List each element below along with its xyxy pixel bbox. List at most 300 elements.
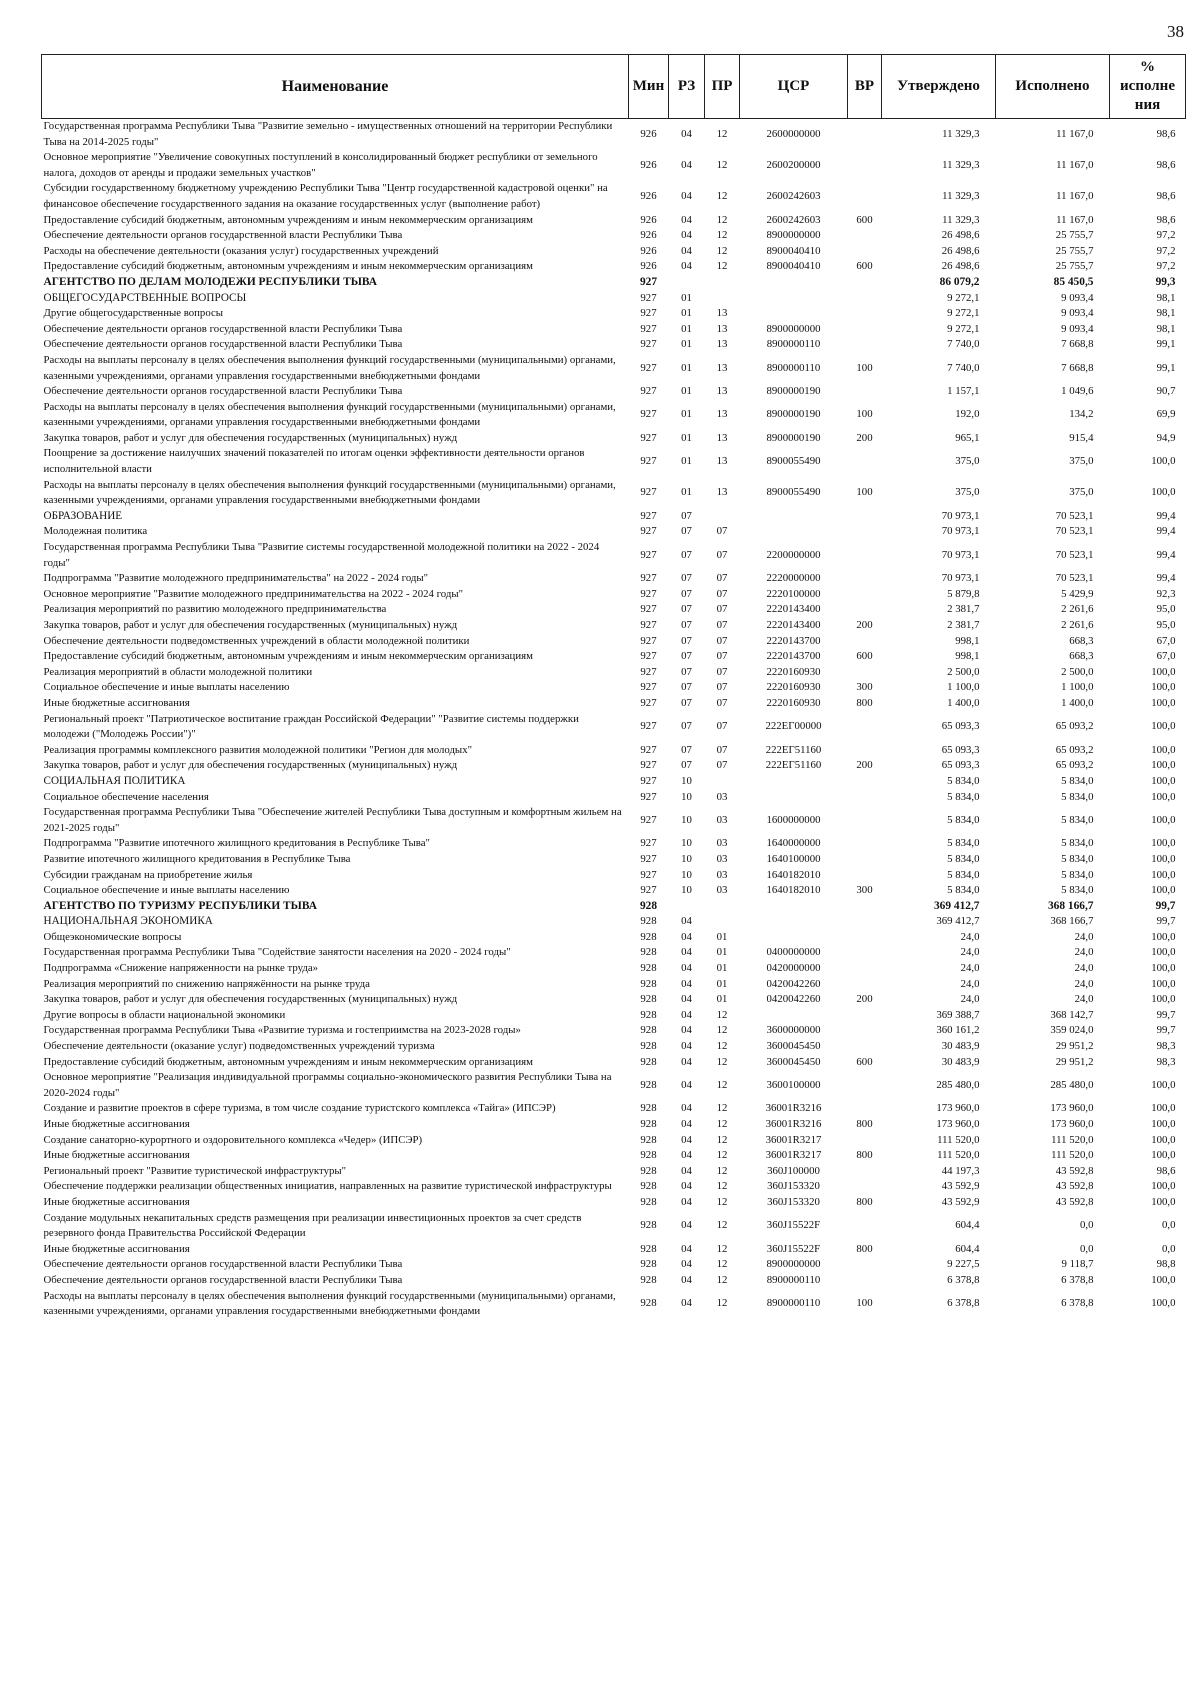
table-row	[42, 1164, 1186, 1180]
row-approved: 30 483,9	[941, 1055, 980, 1068]
row-name: Реализация программы комплексного развития молодежной политики "Регион для молодых"	[43, 743, 472, 756]
row-csr	[740, 790, 848, 806]
table-row	[42, 1055, 1186, 1071]
row-min: 927	[640, 852, 657, 865]
row-name: Расходы на выплаты персоналу в целях обеспечения выполнения функций государственными (муниципальными) органами, казенными учреждениями, органами управления государственными внебюджетными фондами	[43, 400, 616, 429]
row-executed: 5 834,0	[1061, 813, 1094, 826]
row-name: Развитие ипотечного жилищного кредитования в Республике Тыва	[43, 852, 351, 865]
row-vr: 100	[856, 408, 873, 421]
row-approved: 5 834,0	[947, 813, 980, 826]
row-pr: 12	[716, 1297, 728, 1310]
row-name: Государственная программа Республики Тыва "Развитие земельно - имущественных отношений на территории Республики Тыва на 2014-2025 годы"	[43, 120, 613, 148]
row-csr: 8900000110	[766, 1297, 821, 1310]
row-vr: 800	[856, 1149, 873, 1162]
row-min: 927	[640, 338, 657, 351]
row-name: СОЦИАЛЬНАЯ ПОЛИТИКА	[43, 774, 186, 787]
row-csr: 360J15522F	[766, 1219, 821, 1232]
row-min: 927	[640, 603, 657, 616]
row-min: 928	[640, 977, 657, 990]
row-approved: 369 388,7	[936, 1008, 980, 1021]
row-percent: 98,6	[1156, 158, 1176, 171]
row-rz: 04	[681, 946, 692, 959]
row-min: 927	[640, 431, 657, 444]
row-csr: 222ЕГ51160	[765, 759, 822, 772]
row-min: 928	[640, 1118, 657, 1130]
row-vr	[848, 291, 882, 307]
row-vr	[848, 446, 882, 477]
row-rz: 07	[681, 548, 692, 561]
row-rz	[669, 899, 705, 915]
row-csr: 1640100000	[766, 852, 821, 865]
row-min: 928	[640, 1164, 657, 1177]
row-min: 927	[640, 322, 657, 335]
row-executed: 25 755,7	[1055, 244, 1094, 257]
row-approved: 65 093,3	[941, 759, 980, 772]
row-min: 927	[640, 587, 657, 600]
row-name: НАЦИОНАЛЬНАЯ ЭКОНОМИКА	[43, 915, 213, 928]
row-min: 928	[640, 1008, 657, 1021]
row-approved: 11 329,3	[942, 213, 980, 226]
table-row	[42, 1289, 1186, 1320]
row-percent: 0,0	[1162, 1242, 1176, 1255]
row-pr: 07	[716, 681, 728, 694]
row-executed: 111 520,0	[1051, 1149, 1094, 1162]
row-executed: 70 523,1	[1055, 525, 1094, 538]
row-min: 927	[640, 743, 657, 756]
row-csr: 8900000190	[766, 385, 821, 398]
row-min: 928	[640, 962, 657, 975]
row-name: Общеэкономические вопросы	[43, 930, 182, 943]
row-csr	[740, 275, 848, 291]
row-csr: 8900055490	[766, 455, 821, 468]
row-percent: 67,0	[1156, 634, 1176, 647]
row-percent: 99,4	[1156, 572, 1176, 585]
row-executed: 5 834,0	[1061, 790, 1094, 803]
row-approved: 30 483,9	[941, 1040, 980, 1053]
row-approved: 5 834,0	[947, 790, 980, 803]
row-rz: 01	[681, 338, 692, 351]
row-vr	[848, 306, 882, 322]
row-name: Закупка товаров, работ и услуг для обеспечения государственных (муниципальных) нужд	[43, 759, 458, 772]
row-rz: 01	[681, 408, 692, 421]
row-csr: 3600100000	[766, 1079, 821, 1092]
row-approved: 26 498,6	[941, 244, 980, 257]
table-row	[42, 244, 1186, 260]
row-pr: 12	[716, 1024, 728, 1037]
row-csr: 8900040410	[766, 244, 821, 257]
row-csr	[740, 774, 848, 790]
row-min: 928	[640, 1297, 657, 1310]
row-percent: 100,0	[1151, 946, 1176, 959]
row-vr	[848, 868, 882, 884]
row-csr: 2220143700	[766, 650, 821, 663]
row-approved: 86 079,2	[939, 275, 980, 288]
table-row	[42, 836, 1186, 852]
row-pr: 12	[716, 1055, 728, 1068]
row-vr	[848, 1008, 882, 1024]
table-row	[42, 353, 1186, 384]
row-vr	[848, 571, 882, 587]
row-executed: 85 450,5	[1053, 275, 1094, 288]
row-csr: 8900040410	[766, 260, 821, 273]
row-rz: 04	[681, 1040, 692, 1053]
row-min: 928	[640, 1242, 657, 1255]
row-vr	[848, 712, 882, 743]
row-vr: 200	[856, 759, 873, 772]
row-name: Основное мероприятие "Развитие молодежного предпринимательства на 2022 - 2024 годы"	[43, 587, 464, 600]
row-approved: 11 329,3	[942, 127, 980, 140]
row-executed: 368 142,7	[1050, 1008, 1094, 1021]
row-rz: 07	[681, 720, 692, 733]
row-approved: 2 381,7	[947, 619, 980, 631]
row-rz: 01	[681, 361, 692, 374]
row-rz: 07	[681, 681, 692, 694]
row-name: Подпрограмма "Развитие ипотечного жилищного кредитования в Республике Тыва"	[43, 837, 430, 850]
row-executed: 368 166,7	[1050, 915, 1094, 928]
row-name: Предоставление субсидий бюджетным, автономным учреждениям и иным некоммерческим организациям	[43, 650, 533, 663]
row-percent: 100,0	[1151, 696, 1176, 709]
row-csr: 3600000000	[766, 1024, 821, 1037]
row-percent: 100,0	[1151, 759, 1176, 772]
row-pr: 07	[716, 759, 728, 772]
row-min: 927	[640, 385, 657, 398]
row-vr	[848, 602, 882, 618]
table-row	[42, 899, 1186, 915]
row-approved: 998,1	[955, 634, 980, 647]
row-csr: 2220143400	[766, 603, 821, 616]
row-approved: 360 161,2	[936, 1024, 980, 1037]
table-row	[42, 805, 1186, 836]
row-pr: 03	[716, 868, 728, 881]
row-vr	[848, 150, 882, 181]
row-rz: 04	[681, 1133, 692, 1146]
row-rz: 01	[681, 307, 692, 320]
row-approved: 375,0	[955, 455, 980, 468]
row-csr: 8900000110	[766, 338, 821, 351]
row-pr: 01	[716, 977, 728, 990]
row-name: Создание модульных некапитальных средств размещения при реализации инвестиционных проектов за счет средств резервного фонда Правительства Российской Федерации	[43, 1211, 582, 1240]
row-pr: 07	[716, 720, 728, 733]
row-rz: 07	[681, 650, 692, 663]
table-row	[42, 1101, 1186, 1117]
row-name: Обеспечение деятельности (оказание услуг) подведомственных учреждений туризма	[43, 1040, 435, 1053]
table-row	[42, 977, 1186, 993]
row-approved: 173 960,0	[936, 1102, 980, 1115]
row-csr: 36001R3216	[765, 1102, 822, 1115]
row-percent: 97,2	[1156, 260, 1176, 273]
row-vr: 200	[856, 431, 873, 444]
row-percent: 99,7	[1156, 915, 1176, 928]
table-row	[42, 868, 1186, 884]
row-pr	[705, 899, 740, 915]
row-min: 927	[640, 790, 657, 803]
row-rz: 07	[681, 665, 692, 678]
row-percent: 98,3	[1156, 1055, 1176, 1068]
row-rz: 07	[681, 743, 692, 756]
row-percent: 99,7	[1156, 1008, 1176, 1021]
row-vr	[848, 322, 882, 338]
row-csr: 2220100000	[766, 587, 821, 600]
row-percent: 99,4	[1156, 509, 1176, 522]
row-min: 927	[640, 681, 657, 694]
row-percent: 100,0	[1151, 868, 1176, 881]
row-min: 927	[639, 275, 658, 288]
row-pr: 07	[716, 548, 728, 561]
row-rz: 07	[681, 572, 692, 585]
table-row	[42, 634, 1186, 650]
row-rz: 10	[681, 884, 692, 897]
row-percent: 100,0	[1151, 977, 1176, 990]
table-row	[42, 1257, 1186, 1273]
row-percent: 100,0	[1151, 486, 1176, 499]
row-percent: 90,7	[1156, 385, 1176, 398]
table-row	[42, 228, 1186, 244]
row-approved: 5 834,0	[947, 868, 980, 881]
row-min: 926	[640, 260, 657, 273]
row-pr: 07	[716, 619, 728, 631]
row-name: Реализация мероприятий по снижению напряжённости на рынке труда	[43, 977, 370, 990]
row-approved: 604,4	[955, 1242, 980, 1255]
row-rz: 10	[681, 868, 692, 881]
header-pr: ПР	[705, 55, 740, 119]
row-name: Социальное обеспечение населения	[43, 790, 209, 803]
table-row	[42, 649, 1186, 665]
row-csr	[740, 509, 848, 525]
row-rz: 10	[681, 774, 692, 787]
row-executed: 2 500,0	[1061, 665, 1094, 678]
row-rz: 04	[681, 244, 692, 257]
row-percent: 98,6	[1156, 1164, 1176, 1177]
row-vr	[848, 509, 882, 525]
row-csr: 2220000000	[766, 572, 821, 585]
row-rz: 01	[681, 455, 692, 468]
row-min: 927	[640, 665, 657, 678]
table-row	[42, 337, 1186, 353]
row-executed: 5 834,0	[1061, 852, 1094, 865]
row-rz: 07	[681, 509, 692, 522]
row-name: Иные бюджетные ассигнования	[43, 1149, 190, 1162]
row-rz: 04	[681, 229, 692, 242]
row-min: 928	[640, 1040, 657, 1053]
row-csr: 3600045450	[766, 1040, 821, 1053]
row-min: 927	[640, 307, 657, 320]
row-rz: 07	[681, 759, 692, 772]
row-executed: 9 118,7	[1061, 1258, 1094, 1271]
row-rz: 10	[681, 852, 692, 865]
row-approved: 11 329,3	[942, 190, 980, 203]
header-percent: % исполне ния	[1110, 55, 1186, 119]
row-vr: 800	[856, 1118, 873, 1130]
row-approved: 24,0	[960, 993, 980, 1006]
row-percent: 97,2	[1156, 244, 1176, 257]
row-rz: 04	[681, 1024, 692, 1037]
table-row	[42, 540, 1186, 571]
row-vr	[848, 540, 882, 571]
row-min: 928	[640, 1219, 657, 1232]
row-csr: 8900055490	[766, 486, 821, 499]
row-vr: 100	[856, 1297, 873, 1310]
row-approved: 5 834,0	[947, 852, 980, 865]
row-min: 926	[640, 158, 657, 171]
row-min: 928	[640, 1149, 657, 1162]
row-pr: 07	[716, 665, 728, 678]
row-pr: 12	[716, 1102, 728, 1115]
row-csr	[740, 306, 848, 322]
header-name: Наименование	[42, 55, 629, 119]
row-executed: 0,0	[1080, 1219, 1094, 1232]
row-percent: 100,0	[1151, 852, 1176, 865]
table-row	[42, 1008, 1186, 1024]
row-min: 927	[640, 650, 657, 663]
row-percent: 100,0	[1151, 790, 1176, 803]
row-name: Создание санаторно-курортного и оздоровительного комплекса «Чедер» (ИПСЭР)	[43, 1133, 423, 1146]
table-row	[42, 213, 1186, 229]
row-executed: 5 834,0	[1061, 868, 1094, 881]
row-min: 927	[640, 774, 657, 787]
row-pr: 12	[716, 190, 728, 203]
row-name: Закупка товаров, работ и услуг для обеспечения государственных (муниципальных) нужд	[43, 619, 458, 631]
row-executed: 0,0	[1080, 1242, 1094, 1255]
row-percent: 98,6	[1156, 190, 1176, 203]
row-percent: 100,0	[1151, 774, 1176, 787]
row-min: 927	[640, 572, 657, 585]
row-approved: 9 272,1	[947, 322, 980, 335]
row-approved: 1 157,1	[947, 385, 980, 398]
row-executed: 11 167,0	[1056, 213, 1094, 226]
row-percent: 92,3	[1156, 587, 1176, 600]
row-name: Обеспечение деятельности органов государственной власти Республики Тыва	[43, 338, 403, 351]
row-csr: 2220143400	[766, 619, 821, 631]
row-pr: 01	[716, 993, 728, 1006]
row-percent: 100,0	[1151, 1079, 1176, 1092]
row-rz: 07	[681, 619, 692, 631]
row-vr	[848, 275, 882, 291]
row-vr	[848, 181, 882, 212]
row-name: Иные бюджетные ассигнования	[43, 1118, 190, 1130]
row-name: Региональный проект "Патриотическое воспитание граждан Российской Федерации" "Развитие системы поддержки молодежи ("Молодежь России")"	[43, 712, 579, 741]
row-percent: 98,8	[1156, 1258, 1176, 1271]
row-pr: 07	[716, 696, 728, 709]
row-pr: 12	[716, 1164, 728, 1177]
row-executed: 24,0	[1074, 993, 1094, 1006]
row-rz: 04	[681, 1258, 692, 1271]
row-pr: 13	[716, 486, 728, 499]
row-rz: 07	[681, 587, 692, 600]
row-name: АГЕНТСТВО ПО ТУРИЗМУ РЕСПУБЛИКИ ТЫВА	[43, 899, 317, 912]
row-name: Иные бюджетные ассигнования	[43, 1242, 190, 1255]
row-pr: 01	[716, 962, 728, 975]
row-vr	[848, 914, 882, 930]
row-executed: 2 261,6	[1061, 603, 1094, 616]
row-vr: 100	[856, 486, 873, 499]
row-vr	[848, 1039, 882, 1055]
row-vr: 600	[856, 260, 873, 273]
row-min: 927	[640, 813, 657, 826]
row-executed: 668,3	[1069, 634, 1094, 647]
row-vr	[848, 977, 882, 993]
row-csr	[740, 291, 848, 307]
row-name: Обеспечение деятельности органов государственной власти Республики Тыва	[43, 229, 403, 242]
row-percent: 98,1	[1156, 291, 1176, 304]
row-csr: 36001R3217	[765, 1149, 822, 1162]
row-executed: 43 592,8	[1055, 1180, 1094, 1193]
row-pr: 13	[716, 322, 728, 335]
row-pr: 01	[716, 930, 728, 943]
row-approved: 5 834,0	[947, 837, 980, 850]
row-csr: 8900000190	[766, 408, 821, 421]
row-rz: 04	[681, 158, 692, 171]
row-csr: 2600000000	[766, 127, 821, 140]
row-executed: 70 523,1	[1055, 572, 1094, 585]
row-pr: 12	[716, 1219, 728, 1232]
row-percent: 99,7	[1155, 899, 1176, 912]
table-row	[42, 1070, 1186, 1101]
row-csr: 2200000000	[766, 548, 821, 561]
row-executed: 1 049,6	[1061, 385, 1094, 398]
row-name: Субсидии гражданам на приобретение жилья	[43, 868, 253, 881]
row-csr: 8900000000	[766, 229, 821, 242]
row-rz: 04	[681, 962, 692, 975]
row-vr	[848, 634, 882, 650]
table-row	[42, 1195, 1186, 1211]
row-executed: 2 261,6	[1061, 619, 1094, 631]
row-percent: 100,0	[1151, 813, 1176, 826]
row-executed: 9 093,4	[1061, 291, 1094, 304]
table-row	[42, 587, 1186, 603]
table-row	[42, 1023, 1186, 1039]
row-executed: 43 592,8	[1055, 1164, 1094, 1177]
row-approved: 7 740,0	[947, 338, 980, 351]
row-csr	[740, 930, 848, 946]
table-row	[42, 774, 1186, 790]
table-row	[42, 150, 1186, 181]
row-name: Основное мероприятие "Увеличение совокупных поступлений в консолидированный бюджет республики от земельного налога, доходов от аренды и продажи земельных участков"	[43, 151, 598, 179]
table-row	[42, 1242, 1186, 1258]
row-executed: 24,0	[1074, 977, 1094, 990]
row-vr	[848, 836, 882, 852]
row-vr	[848, 337, 882, 353]
row-rz: 04	[681, 1149, 692, 1162]
row-name: Расходы на выплаты персоналу в целях обеспечения выполнения функций государственными (муниципальными) органами, казенными учреждениями, органами управления государственными внебюджетными фондами	[43, 478, 616, 507]
row-percent: 100,0	[1151, 837, 1176, 850]
table-row	[42, 119, 1186, 151]
row-vr	[848, 945, 882, 961]
row-percent: 99,7	[1156, 1024, 1176, 1037]
row-approved: 111 520,0	[937, 1133, 980, 1146]
row-executed: 5 834,0	[1061, 837, 1094, 850]
row-percent: 99,3	[1155, 275, 1176, 288]
row-pr: 12	[716, 213, 728, 226]
table-row	[42, 384, 1186, 400]
row-csr: 8900000000	[766, 322, 821, 335]
row-min: 928	[640, 1180, 657, 1193]
row-percent: 69,9	[1156, 408, 1176, 421]
row-pr: 12	[716, 1118, 728, 1130]
table-row	[42, 1133, 1186, 1149]
table-row	[42, 992, 1186, 1008]
row-rz: 07	[681, 634, 692, 647]
table-row	[42, 618, 1186, 634]
row-approved: 44 197,3	[941, 1164, 980, 1177]
row-pr	[705, 509, 740, 525]
row-percent: 100,0	[1151, 1102, 1176, 1115]
row-percent: 98,6	[1156, 127, 1176, 140]
row-name: Расходы на выплаты персоналу в целях обеспечения выполнения функций государственными (муниципальными) органами, казенными учреждениями, органами управления государственными внебюджетными фондами	[43, 1289, 616, 1318]
row-approved: 369 412,7	[933, 899, 980, 912]
row-percent: 100,0	[1151, 665, 1176, 678]
row-rz: 07	[681, 696, 692, 709]
row-pr: 03	[716, 790, 728, 803]
